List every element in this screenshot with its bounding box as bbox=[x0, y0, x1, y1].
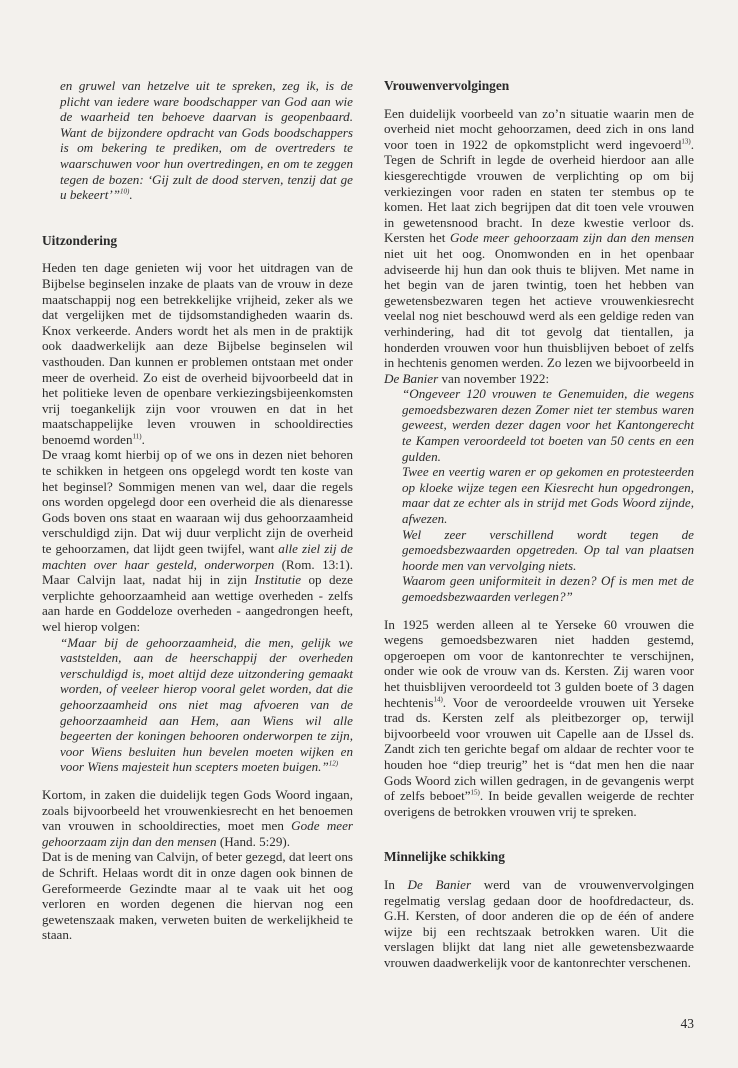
paragraph: De vraag komt hierbij op of we ons in dezen niet behoren te schikken in hetgeen ons opgelegd wordt ten koste van het beginsel? Sommigen menen van wel, daar die regels ons worden opgelegd door een overheid die als dienaresse Gods boven ons staat en waaraan wij dus gehoorzaamheid verschuldigd zijn. Dat wij duur verplicht zijn de overheid te gehoorzamen, dat lijdt geen twijfel, want alle ziel zij de machten over haar gesteld, onderworpen (Rom. 13:1). Maar Calvijn laat, nadat hij in zijn Institutie op deze verplichte gehoorzaamheid aan wettige overheden - zelfs aan harde en Goddeloze overheden - aangedrongen heeft, wel hierop volgen: bbox=[42, 447, 353, 634]
footnote-ref: 14) bbox=[433, 695, 443, 704]
heading-uitzondering: Uitzondering bbox=[42, 232, 118, 248]
banier-quote: “Ongeveer 120 vrouwen te Genemuiden, die wegens gemoedsbezwaren dezen Zomer niet ter stembus waren geweest, werden dezer dagen voor het Kantongerecht te Kampen veroordeeld tot boeten van 50 cents en een gulden. Twee en veertig waren er op gekomen en protesteerden op kloeke wijze tegen een Kiesrecht hun opgedrongen, maar dat ze echter als in strijd met Gods Woord zijnde, afwezen. Wel zeer verschillend wordt tegen de gemoedsbezwaarden opgetreden. Op tal van plaatsen hoorde men van vervolging niets. Waarom geen uniformiteit in dezen? Of is men met de gemoedsbezwaarden verlegen?” bbox=[402, 386, 694, 604]
paragraph: In De Banier werd van de vrouwenvervolgingen regelmatig verslag gedaan door de hoofdredacteur, ds. G.H. Kersten, of door anderen die op de één of andere wijze bij een rechtszaak betrokken waren. Uit die verslagen blijkt dat lang niet alle gewetensbezwaarde vrouwen daadwerkelijk voor de kantonrechter verschenen. bbox=[384, 876, 694, 970]
left-column bbox=[42, 78, 353, 943]
paragraph: In 1925 werden alleen al te Yerseke 60 vrouwen die wegens gemoedsbezwaren niet hadden gestemd, opgeroepen om voor de kantonrechter te verschijnen, onder wie ook de vrouw van ds. Kersten. Zij waren voor het thuisblijven veroordeeld tot 3 gulden boete of 3 dagen hechtenis$^{14)}$. Voor de veroordeelde vrouwen uit Yerseke trad ds. Kersten zelf als pleitbezorger op, terwijl bijvoorbeeld voor vrouwen uit Capelle aan de IJssel ds. Zandt zich ten gerichte begaf om aldaar de rechter voor te houden hoe “diep treurig” het is “dat men hen die naar Gods Woord zich willen gedragen, in de gevangenis werpt of zelfs beboet”$^{15)}$. In beide gevallen weigerde de rechter overigens de betrokken vrouwen vrij te spreken. bbox=[384, 616, 694, 819]
paragraph: Heden ten dage genieten wij voor het uitdragen van de Bijbelse beginselen inzake de plaats van de vrouw in deze maatschappij nog een betrekkelijke vrijheid, zeker als we dat vergelijken met de tijdsomstandigheden waarin ds. Knox verkeerde. Anders wordt het als men in de praktijk ook daadwerkelijk aan deze Bijbelse beginselen wil vasthouden. Dan kunnen er problemen ontstaan met onder meer de overheid. Zo eist de overheid bijvoorbeeld dat in het politieke leven de openbare verkiezingsbijeenkomsten vrij toegankelijk zijn voor vrouwen en dat in het maatschappelijke leven vrouwen in schooldirecties benoemd worden$^{11)}$. bbox=[42, 260, 353, 447]
footnote-ref: 12) bbox=[328, 759, 339, 768]
footnote-ref: 15) bbox=[470, 788, 480, 797]
page-number: 43 bbox=[680, 1016, 694, 1031]
footnote-ref: 11) bbox=[132, 432, 142, 441]
paragraph: Kortom, in zaken die duidelijk tegen Gods Woord ingaan, zoals bijvoorbeeld het vrouwenkiesrecht en het benoemen van vrouwen in schooldirecties, moet men Gode meer gehoorzaam zijn dan den mensen (Hand. 5:29). bbox=[42, 786, 353, 849]
footnote-ref: 10) bbox=[120, 187, 130, 196]
right-column bbox=[384, 78, 694, 970]
heading-minnelijke-schikking: Minnelijke schikking bbox=[384, 849, 505, 865]
heading-vrouwenvervolgingen: Vrouwenvervolgingen bbox=[384, 78, 510, 93]
paragraph: Dat is de mening van Calvijn, of beter gezegd, dat leert ons de Schrift. Helaas wordt dit in onze dagen ook binnen de Gereformeerde Gezindte maar al te vaak uit het oog verloren en worden degenen die hiervan nog een gewetenszaak maken, verweten buiten de werkelijkheid te staan. bbox=[42, 849, 353, 943]
footnote-ref: 13) bbox=[681, 137, 691, 146]
paragraph: Een duidelijk voorbeeld van zo’n situatie waarin men de overheid niet mocht gehoorzamen, deed zich in ons land voor toen in 1922 de opkomstplicht werd ingevoerd$^{13)}$. Tegen de Schrift in legde de overheid hierdoor aan alle kiesgerechtigde vrouwen de verplichting op om bij verkiezingen voor raden en staten ter stembus op te komen. Het laat zich begrijpen dat dit toen vele vrouwen in gewetensnood bracht. In deze kwestie verloor ds. Kersten het Gode meer gehoorzaam zijn dan den mensen niet uit het oog. Onomwonden en in het openbaar adviseerde hij hun dan ook thuis te blijven. Met name in het begin van de jaren twintig, toen het hebben van gewetensbezwaren tegen het actieve vrouwenkiesrecht veelal nog niet beschouwd werd als een geldige reden van verhindering, had dit tot gevolg dat tientallen, ja honderden vrouwen voor hun thuisblijven beboet of zelfs in hechtenis genomen werden. Zo lezen we bijvoorbeeld in De Banier van november 1922: bbox=[384, 105, 695, 386]
knox-quote: en gruwel van hetzelve uit te spreken, zeg ik, is de plicht van iedere ware boodschapper van God aan wie de waarheid ten behoeve daarvan is geopenbaard. Want de bijzondere opdracht van Gods boodschappers is om bekering te prediken, om de overtreders te waarschuwen voor hun overtredingen, en om te zeggen tegen de bozen: ‘Gij zult de dood sterven, tenzij dat ge u bekeert’”$^{10)}$. bbox=[60, 78, 353, 203]
calvin-quote: “Maar bij de gehoorzaamheid, die men, gelijk we vaststelden, aan de heerschappij der overheden verschuldigd is, moet altijd deze uitzondering gemaakt worden, of veeleer hierop vooral gelet worden, dat die gehoorzaamheid ons niet mag afvoeren van de gehoorzaamheid aan Hem, aan Wiens wil alle begeerten der koningen behooren onderworpen te zijn, voor Wiens besluiten hun bevelen moeten wijken en voor Wiens majesteit hun scepters moeten buigen.”$^{12)}$ bbox=[60, 634, 353, 775]
